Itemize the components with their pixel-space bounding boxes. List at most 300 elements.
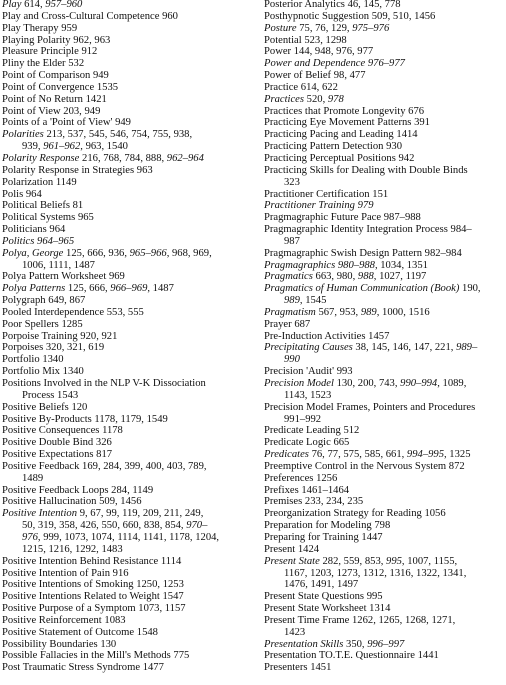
index-term: Pliny the Elder <box>2 58 66 70</box>
page-references: 532 <box>68 58 85 70</box>
index-term: Practicing Pacing and Leading <box>264 129 394 141</box>
page-references <box>368 58 405 69</box>
index-term: Poor Spellers <box>2 318 59 330</box>
page-references: 614, 957–960 <box>24 0 83 10</box>
page-references: 649, 867 <box>48 295 86 307</box>
page-references: 9, 67, 99, 119, 209, 211, 249, <box>79 508 204 520</box>
index-entry <box>2 603 250 615</box>
page-references: 995 <box>366 591 383 603</box>
page-references: 687 <box>294 318 311 330</box>
page-references: 1547 <box>162 591 184 603</box>
index-entry <box>264 271 504 283</box>
index-term: Pragmatism <box>264 306 316 318</box>
index-term: Preorganization Strategy for Reading <box>264 508 422 520</box>
page-range: 961–962 <box>43 141 81 153</box>
index-term: Politicians <box>2 224 47 236</box>
index-entry <box>264 106 504 118</box>
index-term: Play <box>2 0 22 10</box>
index-term: Polis <box>2 188 24 200</box>
page-references: 980–988, 1034, 1351 <box>337 259 428 271</box>
index-entry <box>264 283 504 307</box>
index-entry <box>264 591 504 603</box>
page-references: 523, 1298 <box>304 34 347 46</box>
index-term: Practice <box>264 81 299 93</box>
index-entry <box>2 177 250 189</box>
index-entry <box>264 485 504 497</box>
page-references-continued: 976, 999, 1073, 1074, 1114, 1141, 1178, 1204, <box>22 531 220 543</box>
index-entry <box>2 627 250 639</box>
page-references: 190, <box>462 283 481 295</box>
index-entry <box>264 425 504 437</box>
index-entry <box>2 236 250 248</box>
page-references: 203, 949 <box>63 105 101 117</box>
index-term: Posture <box>264 22 297 34</box>
index-term: Present Time Frame <box>264 614 350 626</box>
index-term: Positive Feedback <box>2 460 80 472</box>
index-term: Preemptive Control in the Nervous System <box>264 460 447 472</box>
index-entry <box>2 117 250 129</box>
page-references: 213, 537, 545, 546, 754, 755, 938, <box>46 129 193 141</box>
index-term: Pragmatics of Human Communication (Book) <box>264 283 460 295</box>
index-entry <box>264 46 504 58</box>
page-references: 81 <box>72 200 84 212</box>
page-references: 962, 963 <box>73 34 111 46</box>
page-references: 987–988 <box>383 212 421 224</box>
index-entry <box>2 496 250 508</box>
page-references: 960 <box>162 10 178 22</box>
index-term: Pragmatics <box>264 271 313 283</box>
page-references: 965 <box>77 212 94 224</box>
index-term: Posthypnotic Suggestion <box>264 10 370 22</box>
page-range: 988 <box>357 271 374 283</box>
index-entry <box>2 271 250 283</box>
index-entry <box>264 82 504 94</box>
page-references: 964 <box>49 224 66 236</box>
index-entry <box>264 508 504 520</box>
index-column-right <box>264 0 504 674</box>
index-entry <box>2 212 250 224</box>
page-references: 1256 <box>316 472 338 484</box>
index-term: Practicing Eye Movement Patterns <box>264 117 412 129</box>
index-column-left <box>2 0 250 674</box>
page-references: 1314 <box>369 603 391 615</box>
index-entry <box>264 544 504 556</box>
page-references: 984– <box>450 224 472 236</box>
index-term: Polarity Response <box>2 152 80 164</box>
page-references: 1114 <box>160 555 182 567</box>
index-term: Positive Double Bind <box>2 437 94 449</box>
index-entry <box>2 189 250 201</box>
index-entry <box>2 295 250 307</box>
index-term: Polya Patterns <box>2 283 66 295</box>
page-references: 520, 978 <box>306 93 344 105</box>
index-term: Positive Feedback Loops <box>2 484 109 496</box>
index-entry <box>264 496 504 508</box>
index-entry <box>2 449 250 461</box>
page-references-continued: 989, 1545 <box>284 295 327 307</box>
index-entry <box>264 520 504 532</box>
page-references: 1056 <box>424 508 446 520</box>
index-entry <box>264 331 504 343</box>
page-references-continued: 50, 319, 358, 426, 550, 660, 838, 854, 970– <box>22 520 208 532</box>
index-entry <box>2 248 250 272</box>
index-entry <box>2 437 250 449</box>
page-range: 966–969 <box>110 283 148 295</box>
index-entry <box>264 473 504 485</box>
index-term: Polarity Response in Strategies <box>2 164 135 176</box>
index-term: Predicates <box>264 449 309 461</box>
index-entry <box>2 508 250 555</box>
page-references: 151 <box>372 188 389 200</box>
index-entry <box>2 425 250 437</box>
page-references: 1548 <box>136 626 158 638</box>
index-entry <box>264 117 504 129</box>
page-references-continued: 323 <box>284 176 300 188</box>
index-entry <box>264 662 504 674</box>
index-term: Point of View <box>2 105 61 117</box>
page-references: 512 <box>343 425 360 437</box>
page-references: 75, 76, 129, 975–976 <box>299 22 390 34</box>
index-entry <box>2 485 250 497</box>
index-term: Positions Involved in the NLP V-K Dissociation <box>2 378 206 389</box>
index-entry <box>264 449 504 461</box>
page-references: 76, 77, 575, 585, 661, 994–995, 1325 <box>311 449 471 461</box>
index-entry <box>2 615 250 627</box>
index-term: Preparing for Training <box>264 531 359 543</box>
index-term: Points of a 'Point of View' <box>2 117 113 129</box>
page-references-continued: 1143, 1523 <box>284 389 332 401</box>
index-term: Polarities <box>2 129 44 141</box>
index-term: Polya Pattern Worksheet <box>2 271 107 283</box>
page-references: 509, 510, 1456 <box>371 10 436 22</box>
index-term: Power and Dependence <box>264 58 366 70</box>
index-term: Positive By-Products <box>2 413 92 425</box>
page-references: 1285 <box>61 318 83 330</box>
page-range: 964–965 <box>37 235 75 247</box>
index-term: Present <box>264 543 296 555</box>
index-entry <box>2 662 250 674</box>
index-entry <box>264 212 504 224</box>
index-term: Positive Hallucination <box>2 496 97 508</box>
index-term: Pleasure Principle <box>2 46 79 58</box>
index-entry <box>2 94 250 106</box>
page-references: 233, 234, 235 <box>304 496 364 508</box>
index-term: Play and Cross-Cultural Competence <box>2 10 160 22</box>
index-entry <box>2 591 250 603</box>
page-references: 1451 <box>310 662 332 674</box>
index-entry <box>2 378 250 402</box>
index-entry <box>264 0 504 11</box>
page-range: 978 <box>327 93 344 105</box>
page-references: 38, 145, 146, 147, 221, 989– <box>355 342 478 354</box>
index-entry <box>2 0 250 11</box>
page-range: 980–988 <box>337 259 375 271</box>
page-range: 990 <box>284 354 300 366</box>
index-term: Present State Worksheet <box>264 603 367 615</box>
page-references: 169, 284, 399, 400, 403, 789, <box>82 460 207 472</box>
index-entry <box>2 70 250 82</box>
index-term: Presentation TO.T.E. Questionnaire <box>264 650 415 662</box>
index-term: Positive Intention <box>2 508 78 520</box>
page-references: 320, 321, 619 <box>45 342 105 354</box>
index-term: Practicing Pattern Detection <box>264 141 384 153</box>
index-term: Point of Convergence <box>2 81 95 93</box>
page-references-continued: 991–992 <box>284 413 322 425</box>
index-term: Portfolio <box>2 354 40 366</box>
page-range: 996–997 <box>367 638 405 650</box>
index-term: Porpoise Training <box>2 330 78 342</box>
page-references: 144, 948, 976, 977 <box>293 46 374 58</box>
page-range: 976–977 <box>367 58 405 70</box>
page-references: 993 <box>336 366 353 378</box>
index-entry <box>2 106 250 118</box>
index-term: Premises <box>264 496 303 508</box>
page-references: 969 <box>108 271 125 283</box>
index-term: Precision 'Audit' <box>264 366 335 378</box>
index-entry <box>2 556 250 568</box>
index-entry <box>264 35 504 47</box>
page-references: 663, 980, 988, 1027, 1197 <box>315 271 427 283</box>
index-term: Presentation Skills <box>264 638 344 650</box>
index-entry <box>2 354 250 366</box>
index-entry <box>2 366 250 378</box>
page-references: 942 <box>398 152 415 164</box>
page-range: 990–994 <box>400 378 438 389</box>
page-references: 959 <box>61 22 78 34</box>
index-entry <box>264 248 504 260</box>
index-entry <box>2 165 250 177</box>
index-term: Presenters <box>264 662 308 674</box>
index-term: Pooled Interdependence <box>2 306 105 318</box>
index-entry <box>264 141 504 153</box>
index-entry <box>2 319 250 331</box>
page-range: 989 <box>360 306 377 318</box>
page-references: 1250, 1253 <box>136 579 184 591</box>
index-term: Potential <box>264 34 302 46</box>
index-term: Point of No Return <box>2 93 83 105</box>
index-entry <box>2 11 250 23</box>
page-references: 391 <box>414 117 430 129</box>
page-references: 130, 200, 743, 990–994, 1089, <box>336 378 467 389</box>
index-term: Practicing Skills for Dealing with Double Binds <box>264 164 468 176</box>
index-term: Present State <box>264 555 320 567</box>
page-references: 1178 <box>102 425 123 437</box>
index-term: Practitioner Training <box>264 200 355 212</box>
index-entry <box>2 414 250 426</box>
index-term: Polygraph <box>2 295 46 307</box>
page-references: 1535 <box>96 81 119 93</box>
page-references: 1461–1464 <box>301 484 350 496</box>
index-entry <box>2 568 250 580</box>
index-term: Preparation for Modeling <box>264 520 372 532</box>
page-references: 1477 <box>142 662 164 674</box>
page-range: 970– <box>186 520 208 532</box>
index-entry <box>2 402 250 414</box>
index-entry <box>264 307 504 319</box>
page-references: 920, 921 <box>80 330 118 342</box>
page-references: 912 <box>81 46 98 58</box>
index-entry <box>264 615 504 639</box>
page-references: 125, 666, 966–969, 1487 <box>67 283 174 295</box>
page-references-continued: Process 1543 <box>22 389 79 401</box>
page-references: 1340 <box>62 366 84 378</box>
index-term: Positive Intentions of Smoking <box>2 579 134 591</box>
page-references: 216, 768, 784, 888, 962–964 <box>82 152 204 164</box>
page-references: 326 <box>95 437 112 449</box>
index-term: Predicate Logic <box>264 437 331 449</box>
index-term: Present State Questions <box>264 591 365 603</box>
index-entry <box>264 11 504 23</box>
index-term: Positive Intention Behind Resistance <box>2 555 159 567</box>
index-entry <box>264 319 504 331</box>
page-references: 982–984 <box>424 247 462 259</box>
index-term: Pragmagraphic Future Pace <box>264 212 382 224</box>
index-term: Positive Statement of Outcome <box>2 626 135 638</box>
page-range: 979 <box>357 200 374 212</box>
page-references: 963 <box>136 164 153 176</box>
index-entry <box>2 639 250 651</box>
page-references: 1073, 1157 <box>138 603 186 615</box>
index-term: Politics <box>2 235 35 247</box>
index-entry <box>264 189 504 201</box>
index-term: Positive Expectations <box>2 449 94 461</box>
index-term: Practicing Perceptual Positions <box>264 152 396 164</box>
index-entry <box>264 437 504 449</box>
page-references: 46, 145, 778 <box>347 0 401 10</box>
index-entry <box>2 58 250 70</box>
index-term: Point of Comparison <box>2 70 91 82</box>
page-references: 282, 559, 853, 995, 1007, 1155, <box>322 555 458 567</box>
index-term: Power of Belief <box>264 70 332 82</box>
index-term: Positive Consequences <box>2 425 100 437</box>
page-references: 130 <box>100 638 117 650</box>
page-references: 1149 <box>55 176 77 188</box>
page-range: 957–960 <box>45 0 83 10</box>
index-entry <box>264 603 504 615</box>
index-term: Polya, George <box>2 247 64 259</box>
page-references: 553, 555 <box>106 306 144 318</box>
index-entry <box>2 331 250 343</box>
page-references-continued: 1215, 1216, 1292, 1483 <box>22 543 123 555</box>
index-term: Pragmagraphic Swish Design Pattern <box>264 247 422 259</box>
index-term: Precision Model <box>264 378 334 389</box>
page-references: 1447 <box>361 531 383 543</box>
index-term: Prayer <box>264 318 292 330</box>
index-entry <box>264 461 504 473</box>
index-term: Predicate Leading <box>264 425 341 437</box>
page-range: 976 <box>22 531 38 543</box>
index-entry <box>264 342 504 366</box>
page-references: 509, 1456 <box>99 496 142 508</box>
page-references: 98, 477 <box>333 70 366 82</box>
page-references <box>358 200 374 211</box>
page-references: 614, 622 <box>300 81 338 93</box>
index-term: Porpoises <box>2 342 44 354</box>
page-references: 817 <box>96 449 113 461</box>
index-entry <box>264 260 504 272</box>
index-entry <box>264 129 504 141</box>
index-entry <box>264 402 504 426</box>
page-range: 975–976 <box>352 22 390 34</box>
index-term: Political Systems <box>2 212 76 224</box>
page-references <box>37 236 74 247</box>
page-references: 284, 1149 <box>111 484 154 496</box>
index-entry <box>2 200 250 212</box>
page-references: 125, 666, 936, 965–966, 968, 969, <box>66 247 212 259</box>
page-references: 872 <box>448 460 465 472</box>
index-term: Practices <box>264 93 305 105</box>
page-references: 350, 996–997 <box>346 638 405 650</box>
page-references: 949 <box>92 70 109 82</box>
index-entry <box>264 532 504 544</box>
index-entry <box>264 200 504 212</box>
page-references-continued: 1423 <box>284 626 306 638</box>
index-entry <box>264 650 504 662</box>
index-term: Political Beliefs <box>2 200 70 212</box>
index-entry <box>2 307 250 319</box>
index-term: Pragmagraphics <box>264 259 336 271</box>
page-references: 665 <box>333 437 350 449</box>
page-references: 964 <box>25 188 42 200</box>
page-references: 916 <box>112 567 129 579</box>
page-references: 775 <box>173 650 190 662</box>
page-references: 567, 953, 989, 1000, 1516 <box>318 306 430 318</box>
page-references: 1262, 1265, 1268, 1271, <box>352 614 456 626</box>
index-term: Post Traumatic Stress Syndrome <box>2 662 141 674</box>
index-term: Play Therapy <box>2 22 59 34</box>
page-references-continued: 1167, 1203, 1273, 1312, 1316, 1322, 1341, <box>284 567 467 579</box>
index-entry <box>2 153 250 165</box>
index-entry <box>2 579 250 591</box>
page-references: 1414 <box>396 129 418 141</box>
index-term: Pre-Induction Activities <box>264 330 366 342</box>
index-term: Preferences <box>264 472 314 484</box>
index-entry <box>2 82 250 94</box>
index-term: Practices that Promote Longevity <box>264 105 406 117</box>
page-range: 989 <box>284 295 300 307</box>
index-entry <box>2 650 250 662</box>
page-references-continued: 987 <box>284 235 300 247</box>
index-entry <box>2 23 250 35</box>
index-term: Polarization <box>2 176 54 188</box>
page-references: 1457 <box>368 330 390 342</box>
page-range: 965–966 <box>129 247 167 259</box>
index-term: Precision Model Frames, Pointers and Procedures <box>264 401 476 413</box>
index-entry <box>264 224 504 248</box>
index-entry <box>264 58 504 70</box>
index-entry <box>264 378 504 402</box>
page-references: 1424 <box>297 543 320 555</box>
index-entry <box>264 639 504 651</box>
index-term: Positive Beliefs <box>2 401 69 413</box>
index-term: Power <box>264 46 292 58</box>
index-entry <box>264 153 504 165</box>
index-term: Posterior Analytics <box>264 0 345 10</box>
index-entry <box>2 342 250 354</box>
page-references: 930 <box>386 141 402 153</box>
page-range: 994–995 <box>406 449 444 461</box>
index-term: Positive Intentions Related to Weight <box>2 591 160 603</box>
page-references-continued: 1489 <box>22 472 44 484</box>
index-term: Precipitating Causes <box>264 342 353 354</box>
index-entry <box>264 556 504 592</box>
index-entry <box>2 224 250 236</box>
page-references: 1340 <box>42 354 64 366</box>
page-references: 1421 <box>85 93 107 105</box>
page-references: 949 <box>115 117 131 129</box>
index-term: Possibility Boundaries <box>2 638 98 650</box>
index-term: Positive Intention of Pain <box>2 567 110 579</box>
